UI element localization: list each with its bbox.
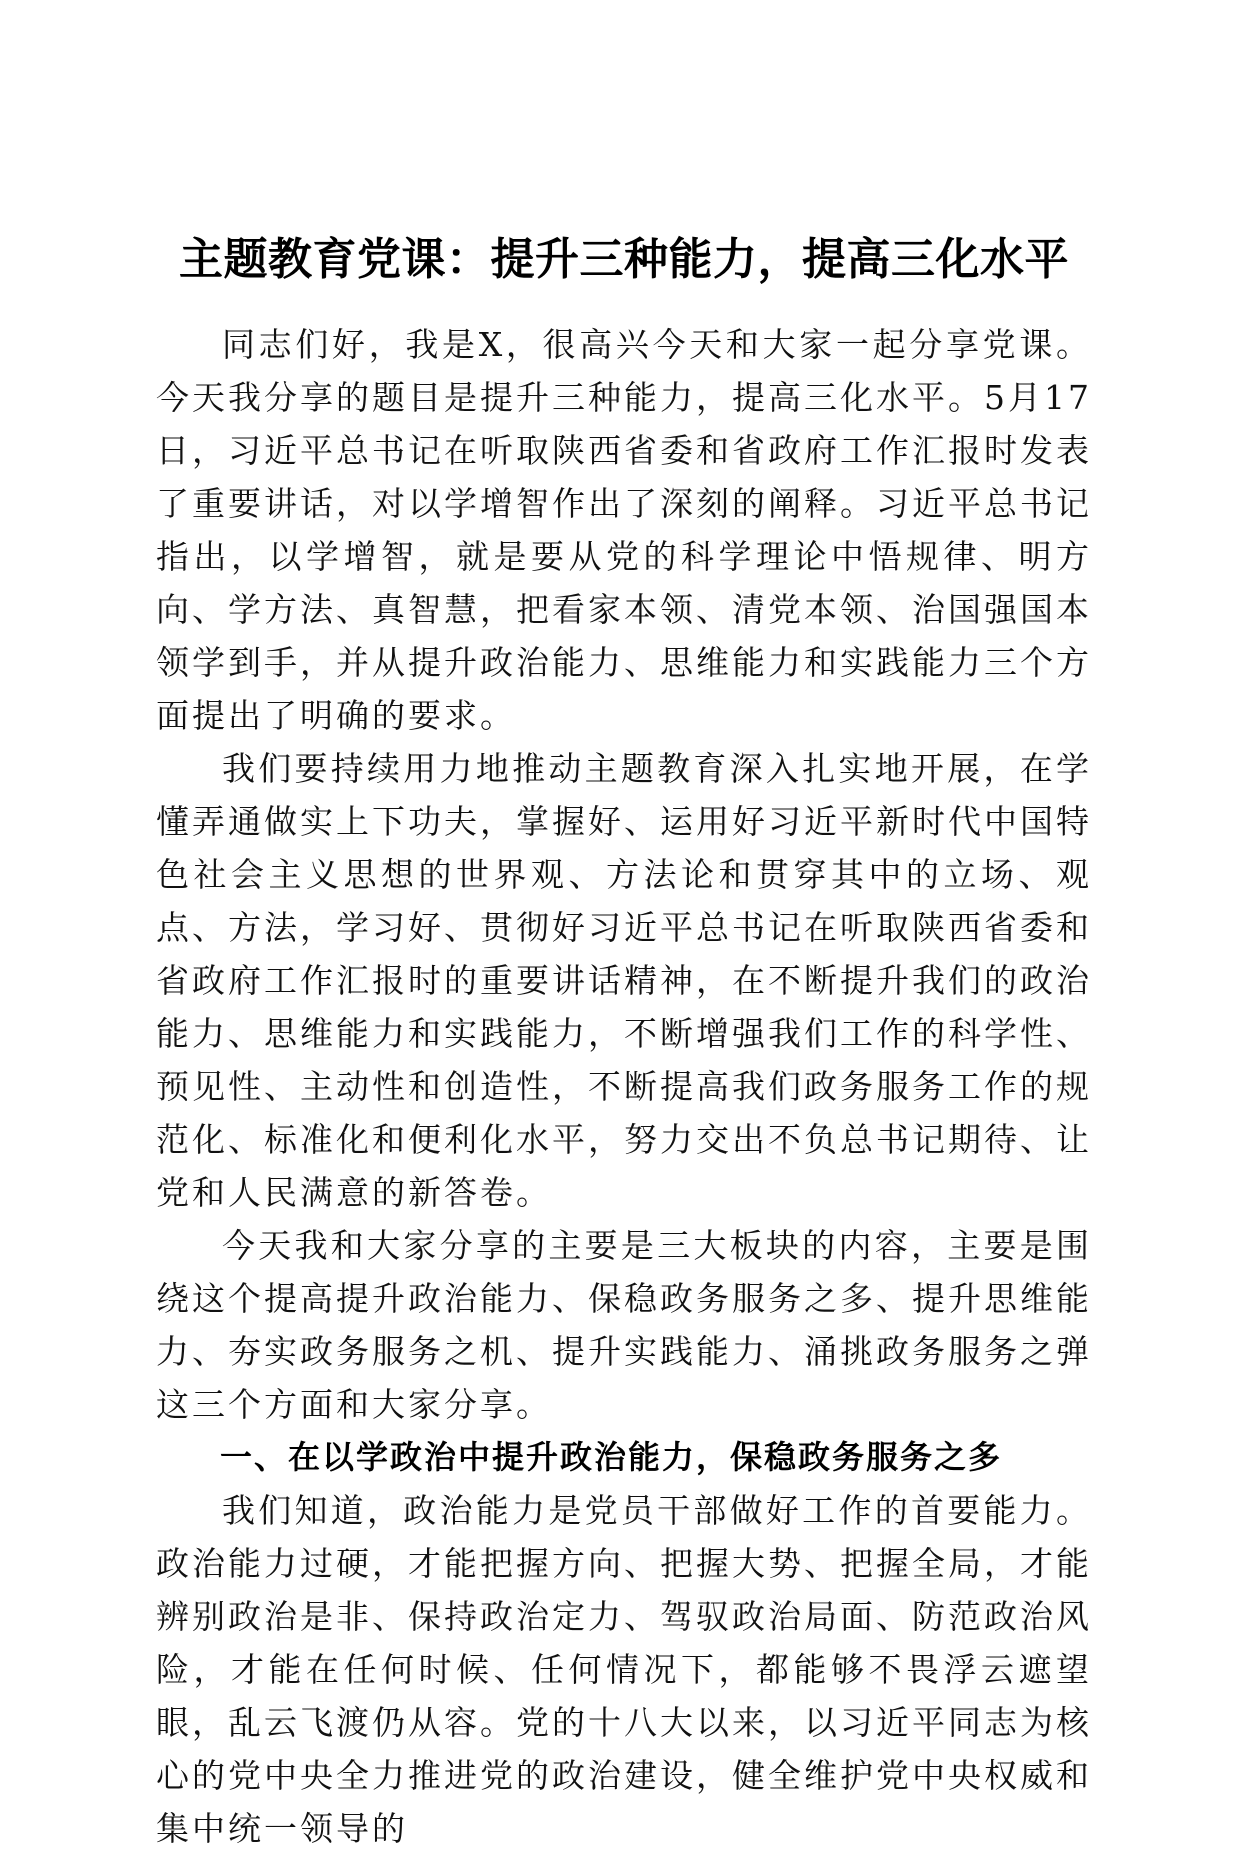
paragraph-outline: 今天我和大家分享的主要是三大板块的内容，主要是围绕这个提高提升政治能力、保稳政务服务之多、提升思维能力、夯实政务服务之机、提升实践能力、涌挑政务服务之弹这三个方面和大家分享。 (156, 1226, 1092, 1424)
paragraph-intro: 同志们好，我是X，很高兴今天和大家一起分享党课。今天我分享的题目是提升三种能力，提高三化水平。5月17日，习近平总书记在听取陕西省委和省政府工作汇报时发表了重要讲话，对以学增智作出了深刻的阐释。习近平总书记指出，以学增智，就是要从党的科学理论中悟规律、明方向、学方法、真智慧，把看家本领、清党本领、治国强国本领学到手，并从提升政治能力、思维能力和实践能力三个方面提出了明确的要求。 (156, 325, 1092, 735)
paragraph-theme-education: 我们要持续用力地推动主题教育深入扎实地开展，在学懂弄通做实上下功夫，掌握好、运用好习近平新时代中国特色社会主义思想的世界观、方法论和贯穿其中的立场、观点、方法，学习好、贯彻好习近平总书记在听取陕西省委和省政府工作汇报时的重要讲话精神，在不断提升我们的政治能力、思维能力和实践能力，不断增强我们工作的科学性、预见性、主动性和创造性，不断提高我们政务服务工作的规范化、标准化和便利化水平，努力交出不负总书记期待、让党和人民满意的新答卷。 (156, 749, 1092, 1212)
document-title: 主题教育党课：提升三种能力，提高三化水平 (179, 234, 1069, 285)
section-1-paragraph: 我们知道，政治能力是党员干部做好工作的首要能力。政治能力过硬，才能把握方向、把握大势、把握全局，才能辨别政治是非、保持政治定力、驾驭政治局面、防范政治风险，才能在任何时候、任何情况下，都能够不畏浮云遮望眼，乱云飞渡仍从容。党的十八大以来，以习近平同志为核心的党中央全力推进党的政治建设，健全维护党中央权威和集中统一领导的 (156, 1491, 1092, 1848)
section-1-heading: 一、在以学政治中提升政治能力，保稳政务服务之多 (220, 1438, 1003, 1476)
document-body (156, 228, 1092, 1855)
